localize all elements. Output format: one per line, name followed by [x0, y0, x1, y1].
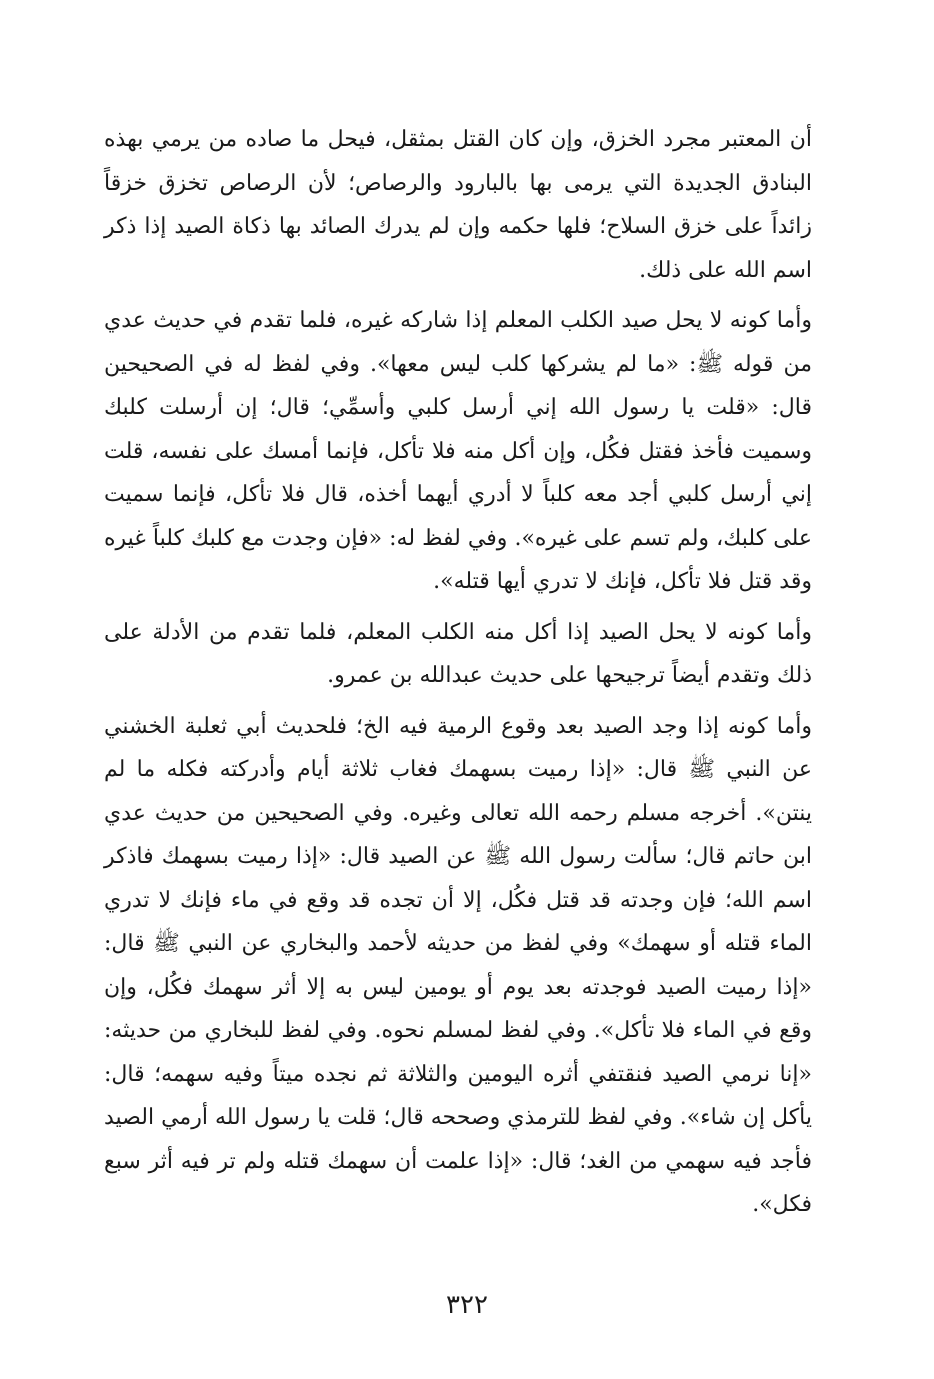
body-text	[104, 118, 812, 1227]
page-number: ٣٢٢	[446, 1290, 488, 1320]
paragraph-3: وأما كونه لا يحل الصيد إذا أكل منه الكلب المعلم، فلما تقدم من الأدلة على ذلك وتقدم أيضاً ترجيحها على حديث عبدالله بن عمرو.	[104, 619, 812, 688]
paragraph-4: وأما كونه إذا وجد الصيد بعد وقوع الرمية فيه الخ؛ فلحديث أبي ثعلبة الخشني عن النبي ﷺ قال: «إذا رميت بسهمك فغاب ثلاثة أيام وأدركته فكله ما لم ينتن». أخرجه مسلم رحمه الله تعالى وغيره. وفي الصحيحين من حديث عدي ابن حاتم قال؛ سألت رسول الله ﷺ عن الصيد قال: «إذا رميت بسهمك فاذكر اسم الله؛ فإن وجدته قد قتل فكُل، إلا أن تجده قد وقع في ماء فإنك لا تدري الماء قتله أو سهمك» وفي لفظ من حديثه لأحمد والبخاري عن النبي ﷺ قال: «إذا رميت الصيد فوجدته بعد يوم أو يومين ليس به إلا أثر سهمك فكُل، وإن وقع في الماء فلا تأكل». وفي لفظ لمسلم نحوه. وفي لفظ للبخاري من حديثه: «إنا نرمي الصيد فنقتفي أثره اليومين والثلاثة ثم نجده ميتاً وفيه سهمه؛ قال: يأكل إن شاء». وفي لفظ للترمذي وصححه قال؛ قلت يا رسول الله أرمي الصيد فأجد فيه سهمي من الغد؛ قال: «إذا علمت أن سهمك قتله ولم تر فيه أثر سبع فكل».	[104, 713, 812, 1217]
paragraph-1: أن المعتبر مجرد الخزق، وإن كان القتل بمثقل، فيحل ما صاده من يرمي بهذه البنادق الجديدة التي يرمى بها بالبارود والرصاص؛ لأن الرصاص تخزق خزقاً زائداً على خزق السلاح؛ فلها حكمه وإن لم يدرك الصائد بها ذكاة الصيد إذا ذكر اسم الله على ذلك.	[104, 127, 812, 283]
paragraph-2: وأما كونه لا يحل صيد الكلب المعلم إذا شاركه غيره، فلما تقدم في حديث عدي من قوله ﷺ: «ما لم يشركها كلب ليس معها». وفي لفظ له في الصحيحين قال: «قلت يا رسول الله إني أرسل كلبي وأسمِّي؛ قال؛ إن أرسلت كلبك وسميت فأخذ فقتل فكُل، وإن أكل منه فلا تأكل، فإنما أمسك على نفسه، قلت إني أرسل كلبي أجد معه كلباً لا أدري أيهما أخذه، قال فلا تأكل، فإنما سميت على كلبك، ولم تسم على غيره». وفي لفظ له: «فإن وجدت مع كلبك كلباً غيره وقد قتل فلا تأكل، فإنك لا تدري أيها قتله».	[104, 308, 812, 594]
